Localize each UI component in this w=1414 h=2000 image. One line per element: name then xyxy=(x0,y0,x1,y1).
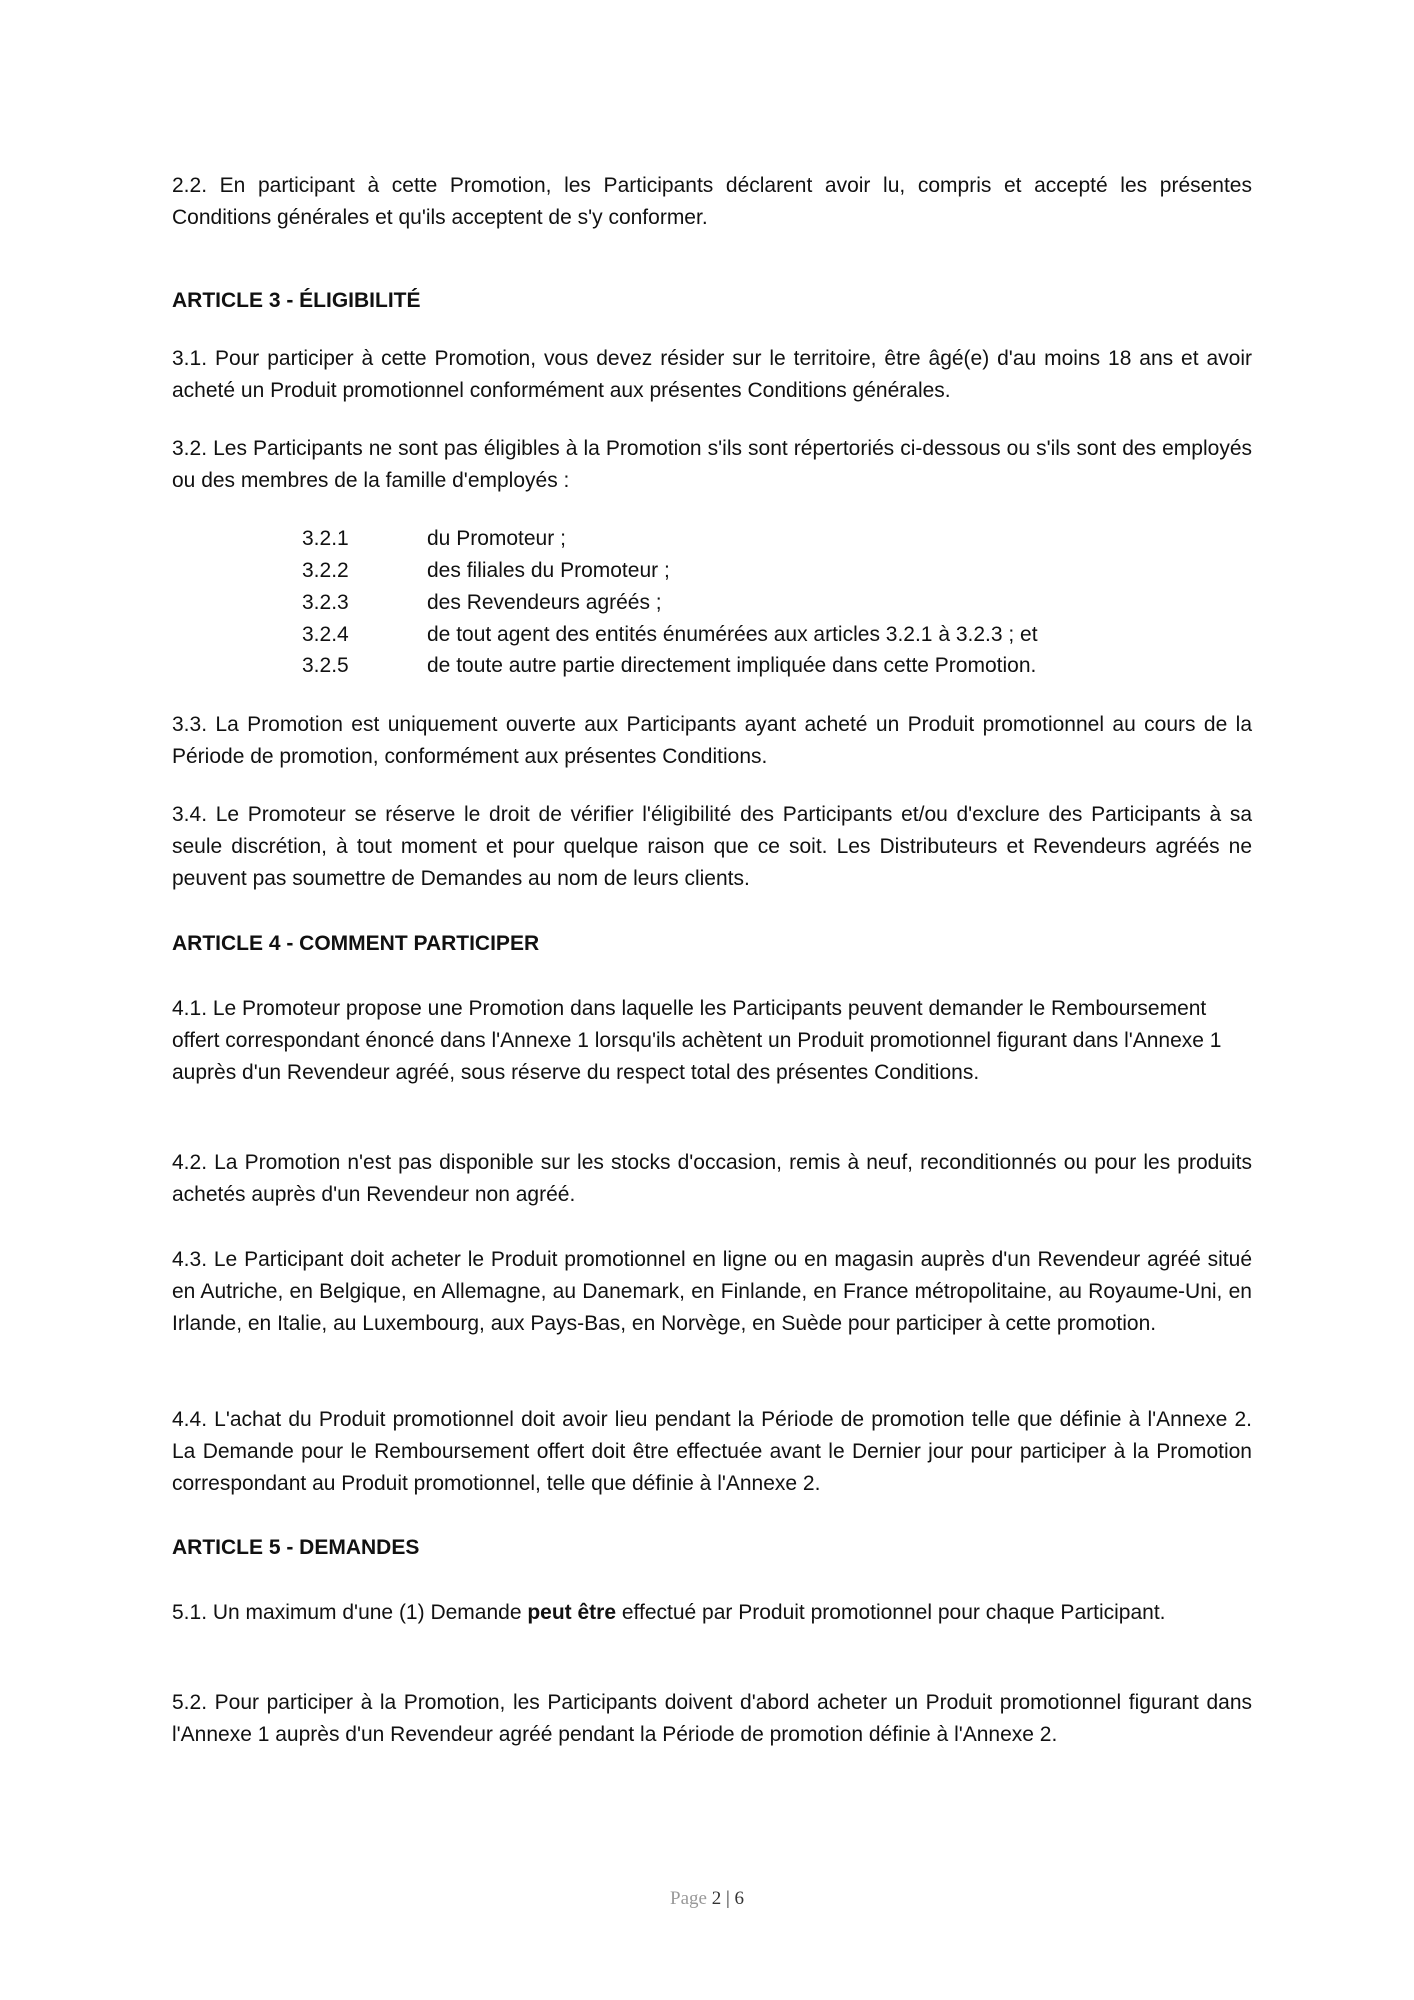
paragraph-text: 5.1. Un maximum d'une (1) Demande xyxy=(172,1601,528,1624)
heading-article-5: ARTICLE 5 - DEMANDES xyxy=(172,1536,420,1559)
paragraph-2-2: 2.2. En participant à cette Promotion, les Participants déclarent avoir lu, compris et accepté les présentes Conditions générales et qu'ils acceptent de s'y conformer. xyxy=(172,174,1252,229)
list-item-text: des Revendeurs agréés ; xyxy=(427,591,662,614)
paragraph-5-2: 5.2. Pour participer à la Promotion, les Participants doivent d'abord acheter un Produit promotionnel figurant dans l'Annexe 1 auprès d'un Revendeur agréé pendant la Période de promotion définie à l'Annexe 2. xyxy=(172,1691,1252,1746)
heading-article-4: ARTICLE 4 - COMMENT PARTICIPER xyxy=(172,932,540,955)
paragraph-3-2: 3.2. Les Participants ne sont pas éligibles à la Promotion s'ils sont répertoriés ci-dessous ou s'ils sont des employés ou des membres de la famille d'employés : xyxy=(172,437,1252,492)
heading-article-3: ARTICLE 3 - ÉLIGIBILITÉ xyxy=(172,289,421,312)
list-item-text: de tout agent des entités énumérées aux articles 3.2.1 à 3.2.3 ; et xyxy=(427,623,1038,646)
page-footer xyxy=(0,1888,1414,1910)
list-item-text: de toute autre partie directement impliquée dans cette Promotion. xyxy=(427,654,1037,677)
list-item-number: 3.2.3 xyxy=(302,591,349,614)
paragraph-4-1: 4.1. Le Promoteur propose une Promotion dans laquelle les Participants peuvent demander le Remboursement offert correspondant énoncé dans l'Annexe 1 lorsqu'ils achètent un Produit promotionnel figurant dans l'Annexe 1 auprès d'un Revendeur agréé, sous réserve du respect total des présentes Conditions. xyxy=(172,997,1222,1084)
list-item-text: du Promoteur ; xyxy=(427,527,566,550)
paragraph-text: effectué par Produit promotionnel pour chaque Participant. xyxy=(616,1601,1166,1624)
list-item-number: 3.2.1 xyxy=(302,527,349,550)
paragraph-3-4: 3.4. Le Promoteur se réserve le droit de vérifier l'éligibilité des Participants et/ou d'exclure des Participants à sa seule discrétion, à tout moment et pour quelque raison que ce soit. Les Distributeurs et Revendeurs agréés ne peuvent pas soumettre de Demandes au nom de leurs clients. xyxy=(172,803,1252,890)
page-current: 2 xyxy=(711,1888,722,1909)
list-item-number: 3.2.4 xyxy=(302,623,349,646)
list-item-number: 3.2.5 xyxy=(302,654,349,677)
page-separator: | xyxy=(725,1888,730,1909)
paragraph-5-1 xyxy=(172,1597,1252,1629)
page-total: 6 xyxy=(734,1888,744,1909)
list-item-text: des filiales du Promoteur ; xyxy=(427,559,670,582)
list-item-number: 3.2.2 xyxy=(302,559,349,582)
page-label: Page xyxy=(670,1888,707,1909)
paragraph-4-2: 4.2. La Promotion n'est pas disponible sur les stocks d'occasion, remis à neuf, reconditionnés ou pour les produits achetés auprès d'un Revendeur non agréé. xyxy=(172,1151,1252,1206)
paragraph-4-3: 4.3. Le Participant doit acheter le Produit promotionnel en ligne ou en magasin auprès d'un Revendeur agréé situé en Autriche, en Belgique, en Allemagne, au Danemark, en Finlande, en France métropolitaine, au Royaume-Uni, en Irlande, en Italie, au Luxembourg, aux Pays-Bas, en Norvège, en Suède pour participer à cette promotion. xyxy=(172,1248,1252,1335)
paragraph-3-1: 3.1. Pour participer à cette Promotion, vous devez résider sur le territoire, être âgé(e) d'au moins 18 ans et avoir acheté un Produit promotionnel conformément aux présentes Conditions générales. xyxy=(172,347,1252,402)
bold-text: peut être xyxy=(527,1601,617,1624)
paragraph-3-3: 3.3. La Promotion est uniquement ouverte aux Participants ayant acheté un Produit promotionnel au cours de la Période de promotion, conformément aux présentes Conditions. xyxy=(172,713,1252,768)
paragraph-4-4: 4.4. L'achat du Produit promotionnel doit avoir lieu pendant la Période de promotion telle que définie à l'Annexe 2. La Demande pour le Remboursement offert doit être effectuée avant le Dernier jour pour participer à la Promotion correspondant au Produit promotionnel, telle que définie à l'Annexe 2. xyxy=(172,1408,1252,1495)
